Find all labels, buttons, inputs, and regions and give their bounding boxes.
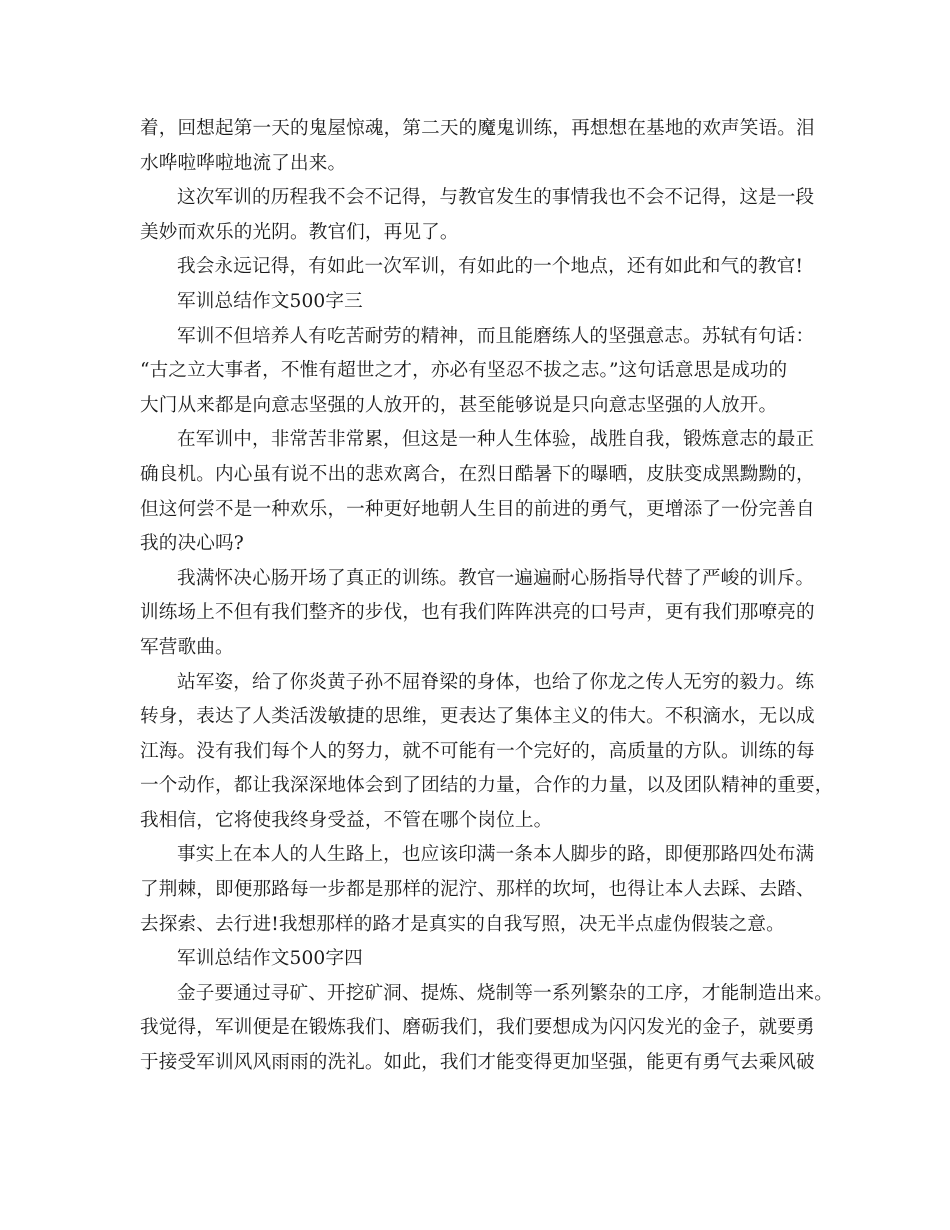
text-line: 一个动作，都让我深深地体会到了团结的力量，合作的力量，以及团队精神的重要， bbox=[140, 775, 834, 797]
text-line: 我满怀决心肠开场了真正的训练。教官一遍遍耐心肠指导代替了严峻的训斥。 bbox=[177, 567, 815, 589]
text-line: 我的决心吗? bbox=[140, 533, 244, 555]
text-line: “古之立大事者，不惟有超世之才，亦必有坚忍不拔之志。”这句话意思是成功的 bbox=[140, 360, 788, 382]
text-line: 军营歌曲。 bbox=[140, 636, 234, 658]
text-line: 我觉得，军训便是在锻炼我们、磨砺我们，我们要想成为闪闪发光的金子，就要勇 bbox=[140, 1017, 815, 1039]
text-line: 确良机。内心虽有说不出的悲欢离合，在烈日酷暑下的曝晒，皮肤变成黑黝黝的， bbox=[140, 463, 815, 485]
text-line: 站军姿，给了你炎黄子孙不屈脊梁的身体，也给了你龙之传人无穷的毅力。练 bbox=[177, 671, 815, 693]
text-line: 水哗啦哗啦地流了出来。 bbox=[140, 152, 347, 174]
text-line: 但这何尝不是一种欢乐，一种更好地朝人生目的前进的勇气，更增添了一份完善自 bbox=[140, 498, 815, 520]
text-line: 去探索、去行进!我想那样的路才是真实的自我写照，决无半点虚伪假装之意。 bbox=[140, 913, 785, 935]
text-line: 军训不但培养人有吃苦耐劳的精神，而且能磨练人的坚强意志。苏轼有句话： bbox=[177, 325, 815, 347]
text-line: 在军训中，非常苦非常累，但这是一种人生体验，战胜自我，锻炼意志的最正 bbox=[177, 429, 815, 451]
text-line: 我会永远记得，有如此一次军训，有如此的一个地点，还有如此和气的教官! bbox=[177, 256, 804, 278]
text-line: 江海。没有我们每个人的努力，就不可能有一个完好的，高质量的方队。训练的每 bbox=[140, 740, 815, 762]
text-line: 了荆棘，即便那路每一步都是那样的泥泞、那样的坎坷，也得让本人去踩、去踏、 bbox=[140, 879, 815, 901]
text-line: 美妙而欢乐的光阴。教官们，再见了。 bbox=[140, 221, 459, 243]
text-line: 这次军训的历程我不会不记得，与教官发生的事情我也不会不记得，这是一段 bbox=[177, 187, 815, 209]
document-body bbox=[140, 112, 834, 1081]
section-heading: 军训总结作文500字三 bbox=[177, 290, 363, 312]
text-line: 训练场上不但有我们整齐的步伐，也有我们阵阵洪亮的口号声，更有我们那嘹亮的 bbox=[140, 602, 815, 624]
text-line: 转身，表达了人类活泼敏捷的思维，更表达了集体主义的伟大。不积滴水，无以成 bbox=[140, 706, 815, 728]
text-line: 着，回想起第一天的鬼屋惊魂，第二天的魔鬼训练，再想想在基地的欢声笑语。泪 bbox=[140, 118, 815, 139]
text-line: 于接受军训风风雨雨的洗礼。如此，我们才能变得更加坚强，能更有勇气去乘风破 bbox=[140, 1052, 815, 1074]
text-line: 大门从来都是向意志坚强的人放开的，甚至能够说是只向意志坚强的人放开。 bbox=[140, 394, 778, 416]
text-line: 金子要通过寻矿、开挖矿洞、提炼、烧制等一系列繁杂的工序，才能制造出来。 bbox=[177, 982, 834, 1004]
section-heading: 军训总结作文500字四 bbox=[177, 948, 363, 970]
text-line: 我相信，它将使我终身受益，不管在哪个岗位上。 bbox=[140, 809, 553, 831]
text-line: 事实上在本人的人生路上，也应该印满一条本人脚步的路，即便那路四处布满 bbox=[177, 844, 815, 866]
